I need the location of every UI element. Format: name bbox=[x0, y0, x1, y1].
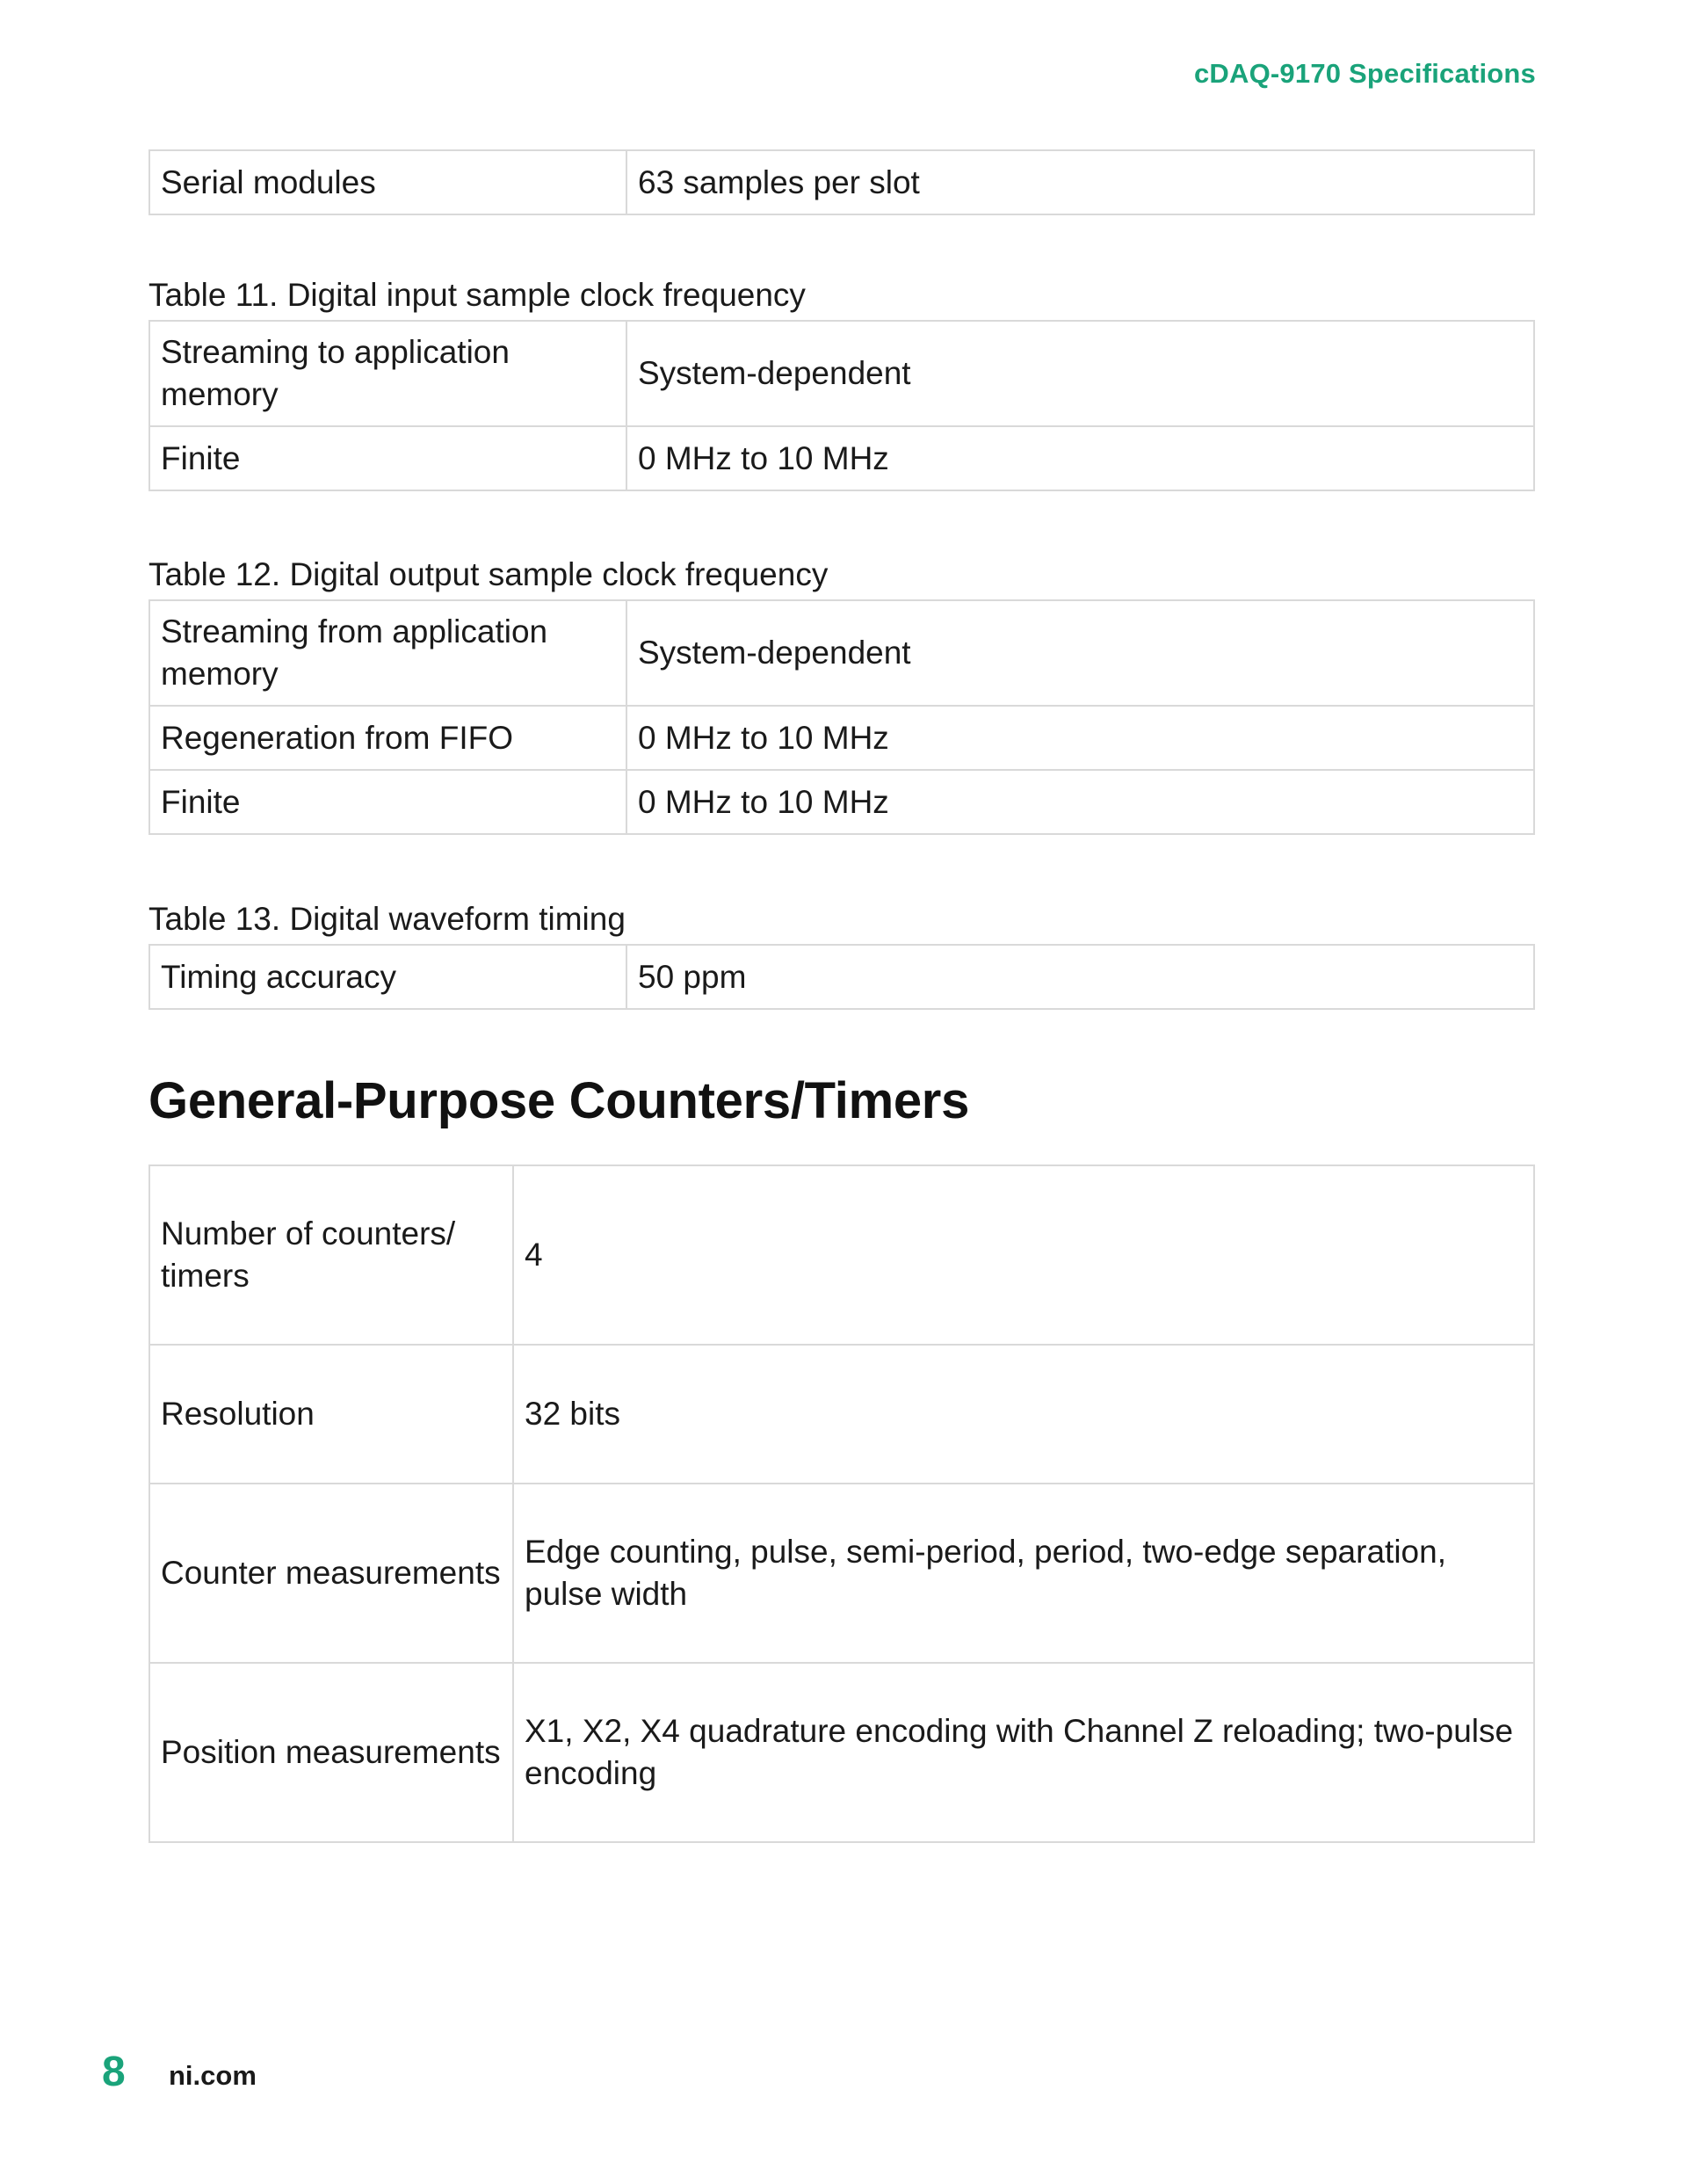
table-13-block bbox=[148, 900, 1535, 1010]
spec-label: Serial modules bbox=[149, 150, 626, 214]
spec-label: Finite bbox=[149, 770, 626, 834]
table-row bbox=[149, 1345, 1534, 1484]
site-link[interactable]: ni.com bbox=[169, 2060, 257, 2091]
table-caption: Table 13. Digital waveform timing bbox=[148, 901, 626, 937]
table-row bbox=[149, 321, 1534, 426]
table-row bbox=[149, 600, 1534, 706]
spec-value: 0 MHz to 10 MHz bbox=[626, 706, 1534, 770]
table-row bbox=[149, 150, 1534, 214]
spec-value: 63 samples per slot bbox=[626, 150, 1534, 214]
counters-table bbox=[148, 1165, 1535, 1843]
spec-label: Position measurements bbox=[149, 1663, 513, 1842]
spec-label: Timing accuracy bbox=[149, 945, 626, 1009]
spec-label: Resolution bbox=[149, 1345, 513, 1484]
spec-value: 4 bbox=[513, 1165, 1534, 1345]
table-caption: Table 11. Digital input sample clock frequency bbox=[148, 277, 806, 313]
serial-modules-table-block bbox=[148, 149, 1535, 215]
table-12-block bbox=[148, 555, 1535, 835]
spec-value: 32 bits bbox=[513, 1345, 1534, 1484]
table-13 bbox=[148, 944, 1535, 1010]
spec-label: Number of counters/ timers bbox=[149, 1165, 513, 1345]
spec-label: Finite bbox=[149, 426, 626, 490]
spec-label: Streaming from application memory bbox=[149, 600, 626, 706]
spec-value: System-dependent bbox=[626, 600, 1534, 706]
table-11-block bbox=[148, 276, 1535, 491]
table-11 bbox=[148, 320, 1535, 491]
page-number: 8 bbox=[102, 2049, 126, 2095]
spec-value: 50 ppm bbox=[626, 945, 1534, 1009]
table-row bbox=[149, 1165, 1534, 1345]
table-12 bbox=[148, 599, 1535, 835]
table-row bbox=[149, 426, 1534, 490]
table-caption: Table 12. Digital output sample clock frequency bbox=[148, 556, 829, 592]
table-row bbox=[149, 945, 1534, 1009]
table-row bbox=[149, 1484, 1534, 1663]
spec-label: Regeneration from FIFO bbox=[149, 706, 626, 770]
spec-value: 0 MHz to 10 MHz bbox=[626, 770, 1534, 834]
table-row bbox=[149, 706, 1534, 770]
spec-value: 0 MHz to 10 MHz bbox=[626, 426, 1534, 490]
spec-label: Streaming to application memory bbox=[149, 321, 626, 426]
table-row bbox=[149, 1663, 1534, 1842]
spec-label: Counter measurements bbox=[149, 1484, 513, 1663]
spec-value: Edge counting, pulse, semi-period, period, two-edge separation, pulse width bbox=[513, 1484, 1534, 1663]
table-row bbox=[149, 770, 1534, 834]
serial-modules-table bbox=[148, 149, 1535, 215]
spec-value: System-dependent bbox=[626, 321, 1534, 426]
spec-value: X1, X2, X4 quadrature encoding with Channel Z reloading; two-pulse encoding bbox=[513, 1663, 1534, 1842]
counters-table-block bbox=[148, 1165, 1535, 1843]
section-heading: General-Purpose Counters/Timers bbox=[148, 1072, 970, 1129]
document-header-title: cDAQ-9170 Specifications bbox=[1193, 58, 1536, 89]
